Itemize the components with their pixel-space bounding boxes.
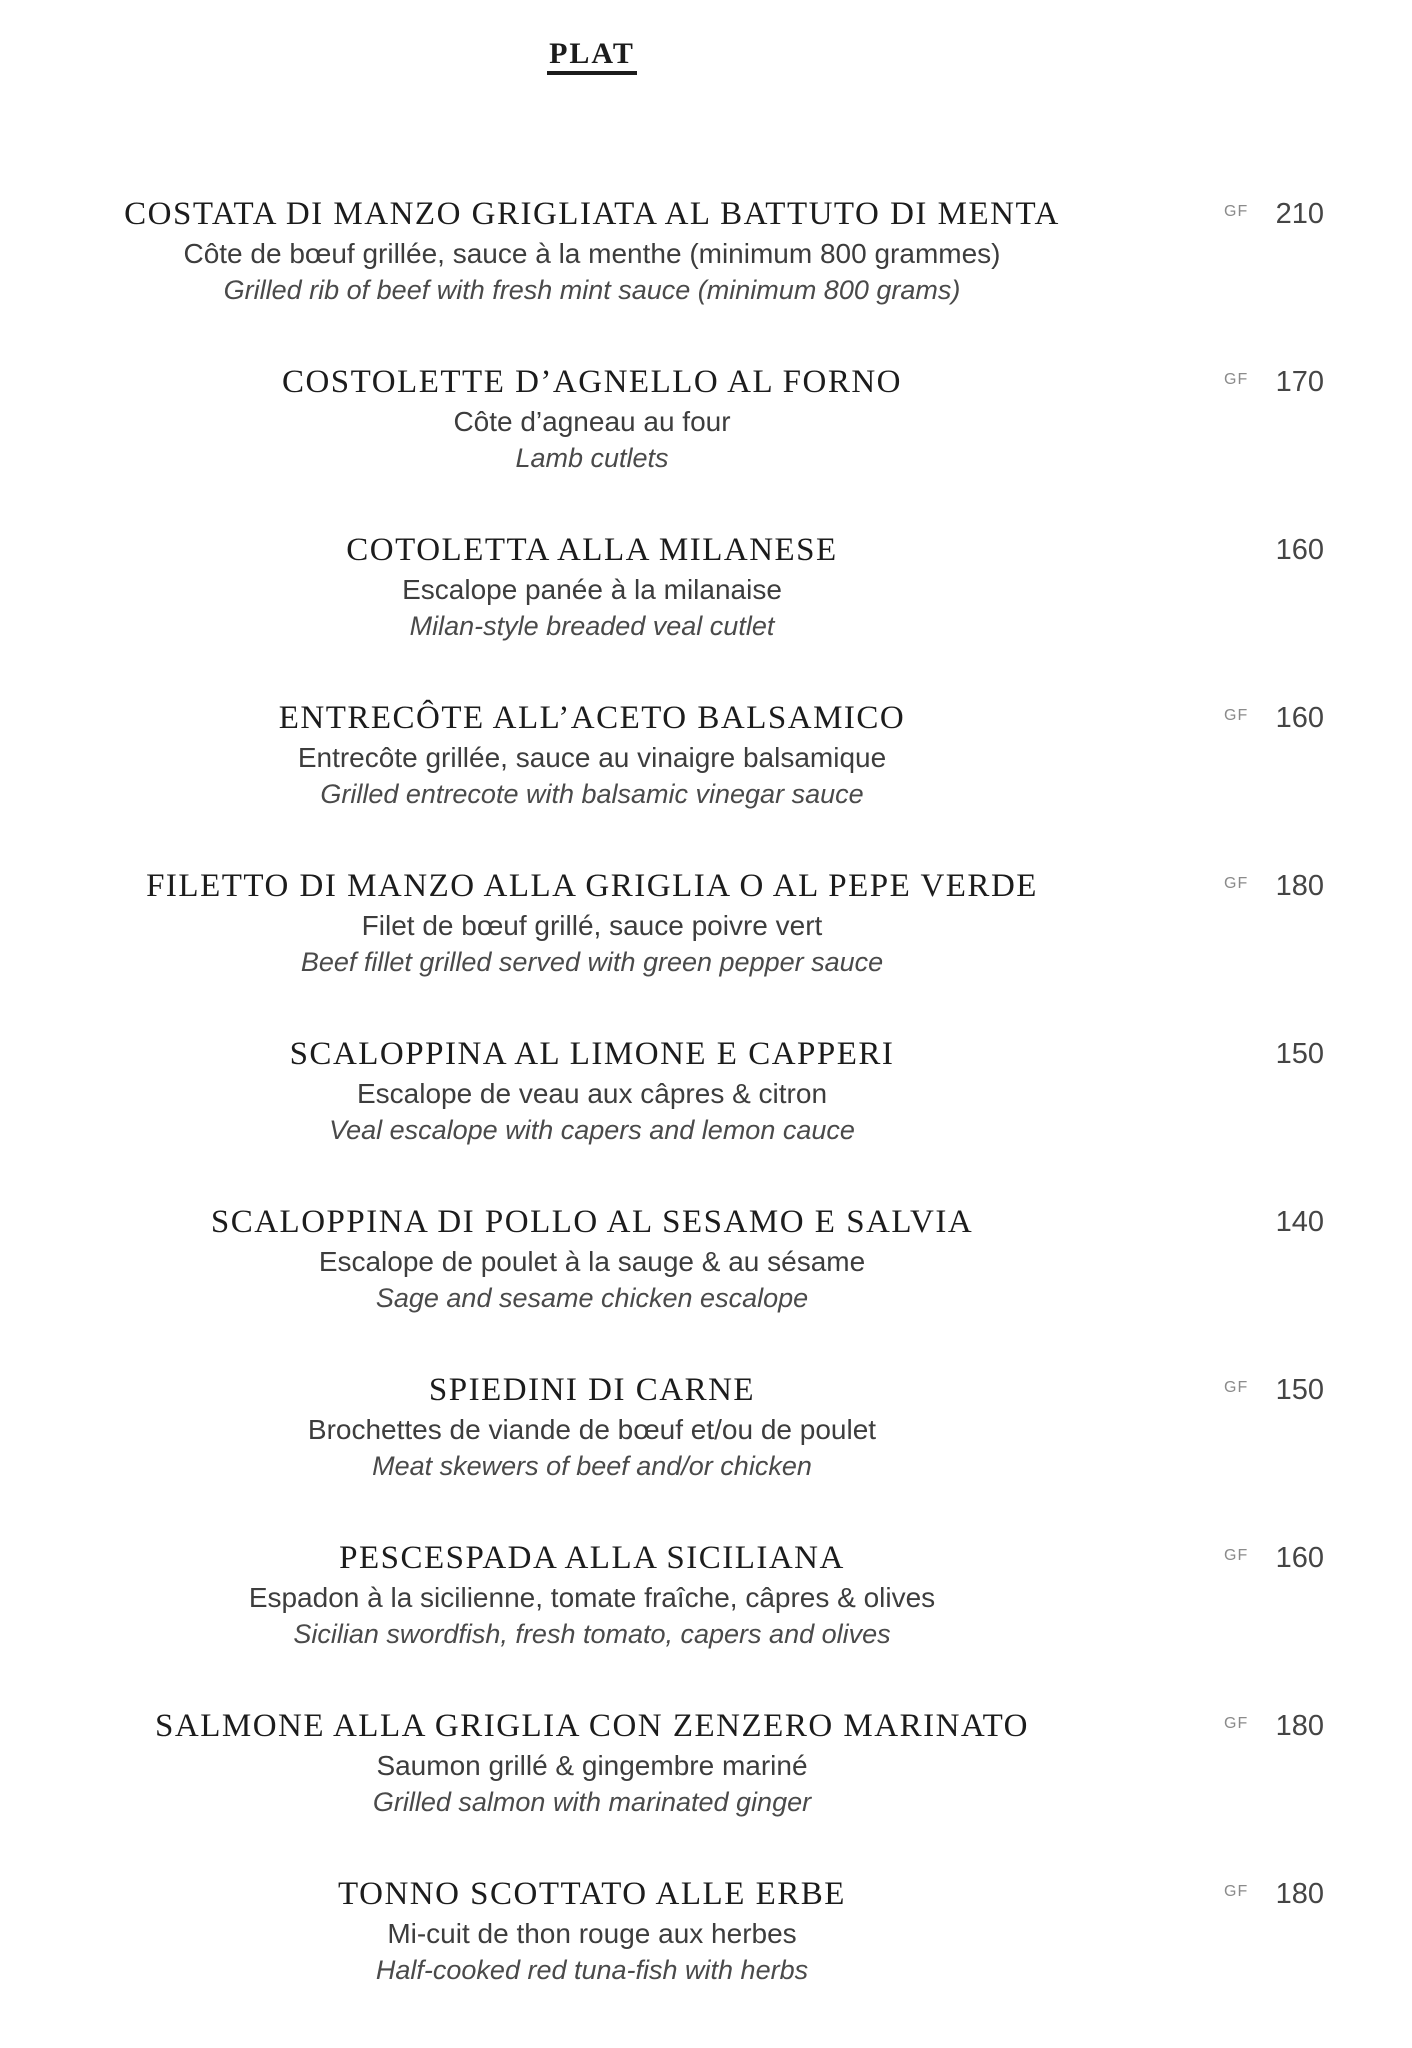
dish-price: 140 — [1275, 1206, 1324, 1238]
dish-name: COTOLETTA ALLA MILANESE — [346, 532, 838, 568]
menu-item — [0, 697, 1412, 812]
dish-price: 210 — [1275, 198, 1324, 230]
dish-description-english: Milan-style breaded veal cutlet — [409, 611, 775, 641]
dish-description-french: Entrecôte grillée, sauce au vinaigre balsamique — [297, 742, 887, 773]
dish-description-english: Grilled entrecote with balsamic vinegar sauce — [320, 779, 864, 809]
menu-item — [0, 1537, 1412, 1652]
menu-items-list — [0, 193, 1412, 1988]
dish-name: SCALOPPINA AL LIMONE E CAPPERI — [289, 1036, 895, 1072]
gluten-free-badge: GF — [1224, 1883, 1249, 1900]
dish-price: 160 — [1275, 1542, 1324, 1574]
price-column — [1224, 1206, 1324, 1239]
price-column — [1224, 1710, 1324, 1743]
dish-description-english: Grilled salmon with marinated ginger — [372, 1787, 812, 1817]
section-title: PLAT — [547, 38, 637, 75]
gluten-free-badge: GF — [1224, 1547, 1249, 1564]
dish-price: 160 — [1275, 702, 1324, 734]
price-column — [1224, 702, 1324, 735]
dish-name: TONNO SCOTTATO ALLE ERBE — [338, 1876, 846, 1912]
price-column — [1224, 366, 1324, 399]
dish-description-french: Saumon grillé & gingembre mariné — [376, 1750, 808, 1781]
dish-price: 180 — [1275, 870, 1324, 902]
price-column — [1224, 1038, 1324, 1071]
menu-item — [0, 865, 1412, 980]
price-column — [1224, 1374, 1324, 1407]
menu-item — [0, 1705, 1412, 1820]
dish-description-french: Escalope de poulet à la sauge & au sésame — [318, 1246, 866, 1277]
menu-item — [0, 1201, 1412, 1316]
dish-description-english: Sicilian swordfish, fresh tomato, capers and olives — [293, 1619, 891, 1649]
dish-name: COSTOLETTE D’AGNELLO AL FORNO — [281, 364, 903, 400]
dish-description-english: Meat skewers of beef and/or chicken — [372, 1451, 812, 1481]
dish-description-french: Escalope panée à la milanaise — [402, 574, 782, 605]
dish-description-english: Grilled rib of beef with fresh mint sauce (minimum 800 grams) — [223, 275, 961, 305]
dish-name: SALMONE ALLA GRIGLIA CON ZENZERO MARINATO — [155, 1708, 1029, 1744]
dish-description-french: Mi-cuit de thon rouge aux herbes — [387, 1918, 797, 1949]
price-column — [1224, 870, 1324, 903]
dish-description-french: Côte de bœuf grillée, sauce à la menthe (minimum 800 grammes) — [183, 238, 1001, 269]
dish-price: 180 — [1275, 1710, 1324, 1742]
dish-name: SPIEDINI DI CARNE — [428, 1372, 756, 1408]
menu-item — [0, 1369, 1412, 1484]
dish-price: 150 — [1275, 1374, 1324, 1406]
menu-item — [0, 529, 1412, 644]
price-column — [1224, 534, 1324, 567]
gluten-free-badge: GF — [1224, 707, 1249, 724]
price-column — [1224, 1878, 1324, 1911]
dish-price: 180 — [1275, 1878, 1324, 1910]
dish-name: FILETTO DI MANZO ALLA GRIGLIA O AL PEPE VERDE — [146, 868, 1038, 904]
gluten-free-badge: GF — [1224, 371, 1249, 388]
gluten-free-badge: GF — [1224, 1379, 1249, 1396]
gluten-free-badge: GF — [1224, 875, 1249, 892]
menu-section-header — [85, 0, 1099, 75]
menu-item — [0, 1873, 1412, 1988]
dish-name: SCALOPPINA DI POLLO AL SESAMO E SALVIA — [210, 1204, 974, 1240]
dish-description-french: Filet de bœuf grillé, sauce poivre vert — [361, 910, 823, 941]
dish-price: 160 — [1275, 534, 1324, 566]
menu-item — [0, 361, 1412, 476]
dish-description-english: Lamb cutlets — [515, 443, 669, 473]
gluten-free-badge: GF — [1224, 203, 1249, 220]
price-column — [1224, 198, 1324, 231]
gluten-free-badge: GF — [1224, 1715, 1249, 1732]
dish-description-french: Brochettes de viande de bœuf et/ou de poulet — [307, 1414, 877, 1445]
dish-description-french: Côte d’agneau au four — [453, 406, 731, 437]
dish-price: 170 — [1275, 366, 1324, 398]
menu-item — [0, 193, 1412, 308]
dish-description-french: Escalope de veau aux câpres & citron — [356, 1078, 828, 1109]
menu-item — [0, 1033, 1412, 1148]
dish-name: ENTRECÔTE ALL’ACETO BALSAMICO — [278, 700, 906, 736]
dish-price: 150 — [1275, 1038, 1324, 1070]
dish-description-english: Half-cooked red tuna-fish with herbs — [375, 1955, 809, 1985]
dish-name: COSTATA DI MANZO GRIGLIATA AL BATTUTO DI MENTA — [124, 196, 1060, 232]
dish-description-english: Sage and sesame chicken escalope — [375, 1283, 809, 1313]
dish-description-english: Beef fillet grilled served with green pepper sauce — [300, 947, 884, 977]
dish-description-english: Veal escalope with capers and lemon cauce — [329, 1115, 855, 1145]
dish-name: PESCESPADA ALLA SICILIANA — [339, 1540, 845, 1576]
price-column — [1224, 1542, 1324, 1575]
dish-description-french: Espadon à la sicilienne, tomate fraîche, câpres & olives — [248, 1582, 936, 1613]
